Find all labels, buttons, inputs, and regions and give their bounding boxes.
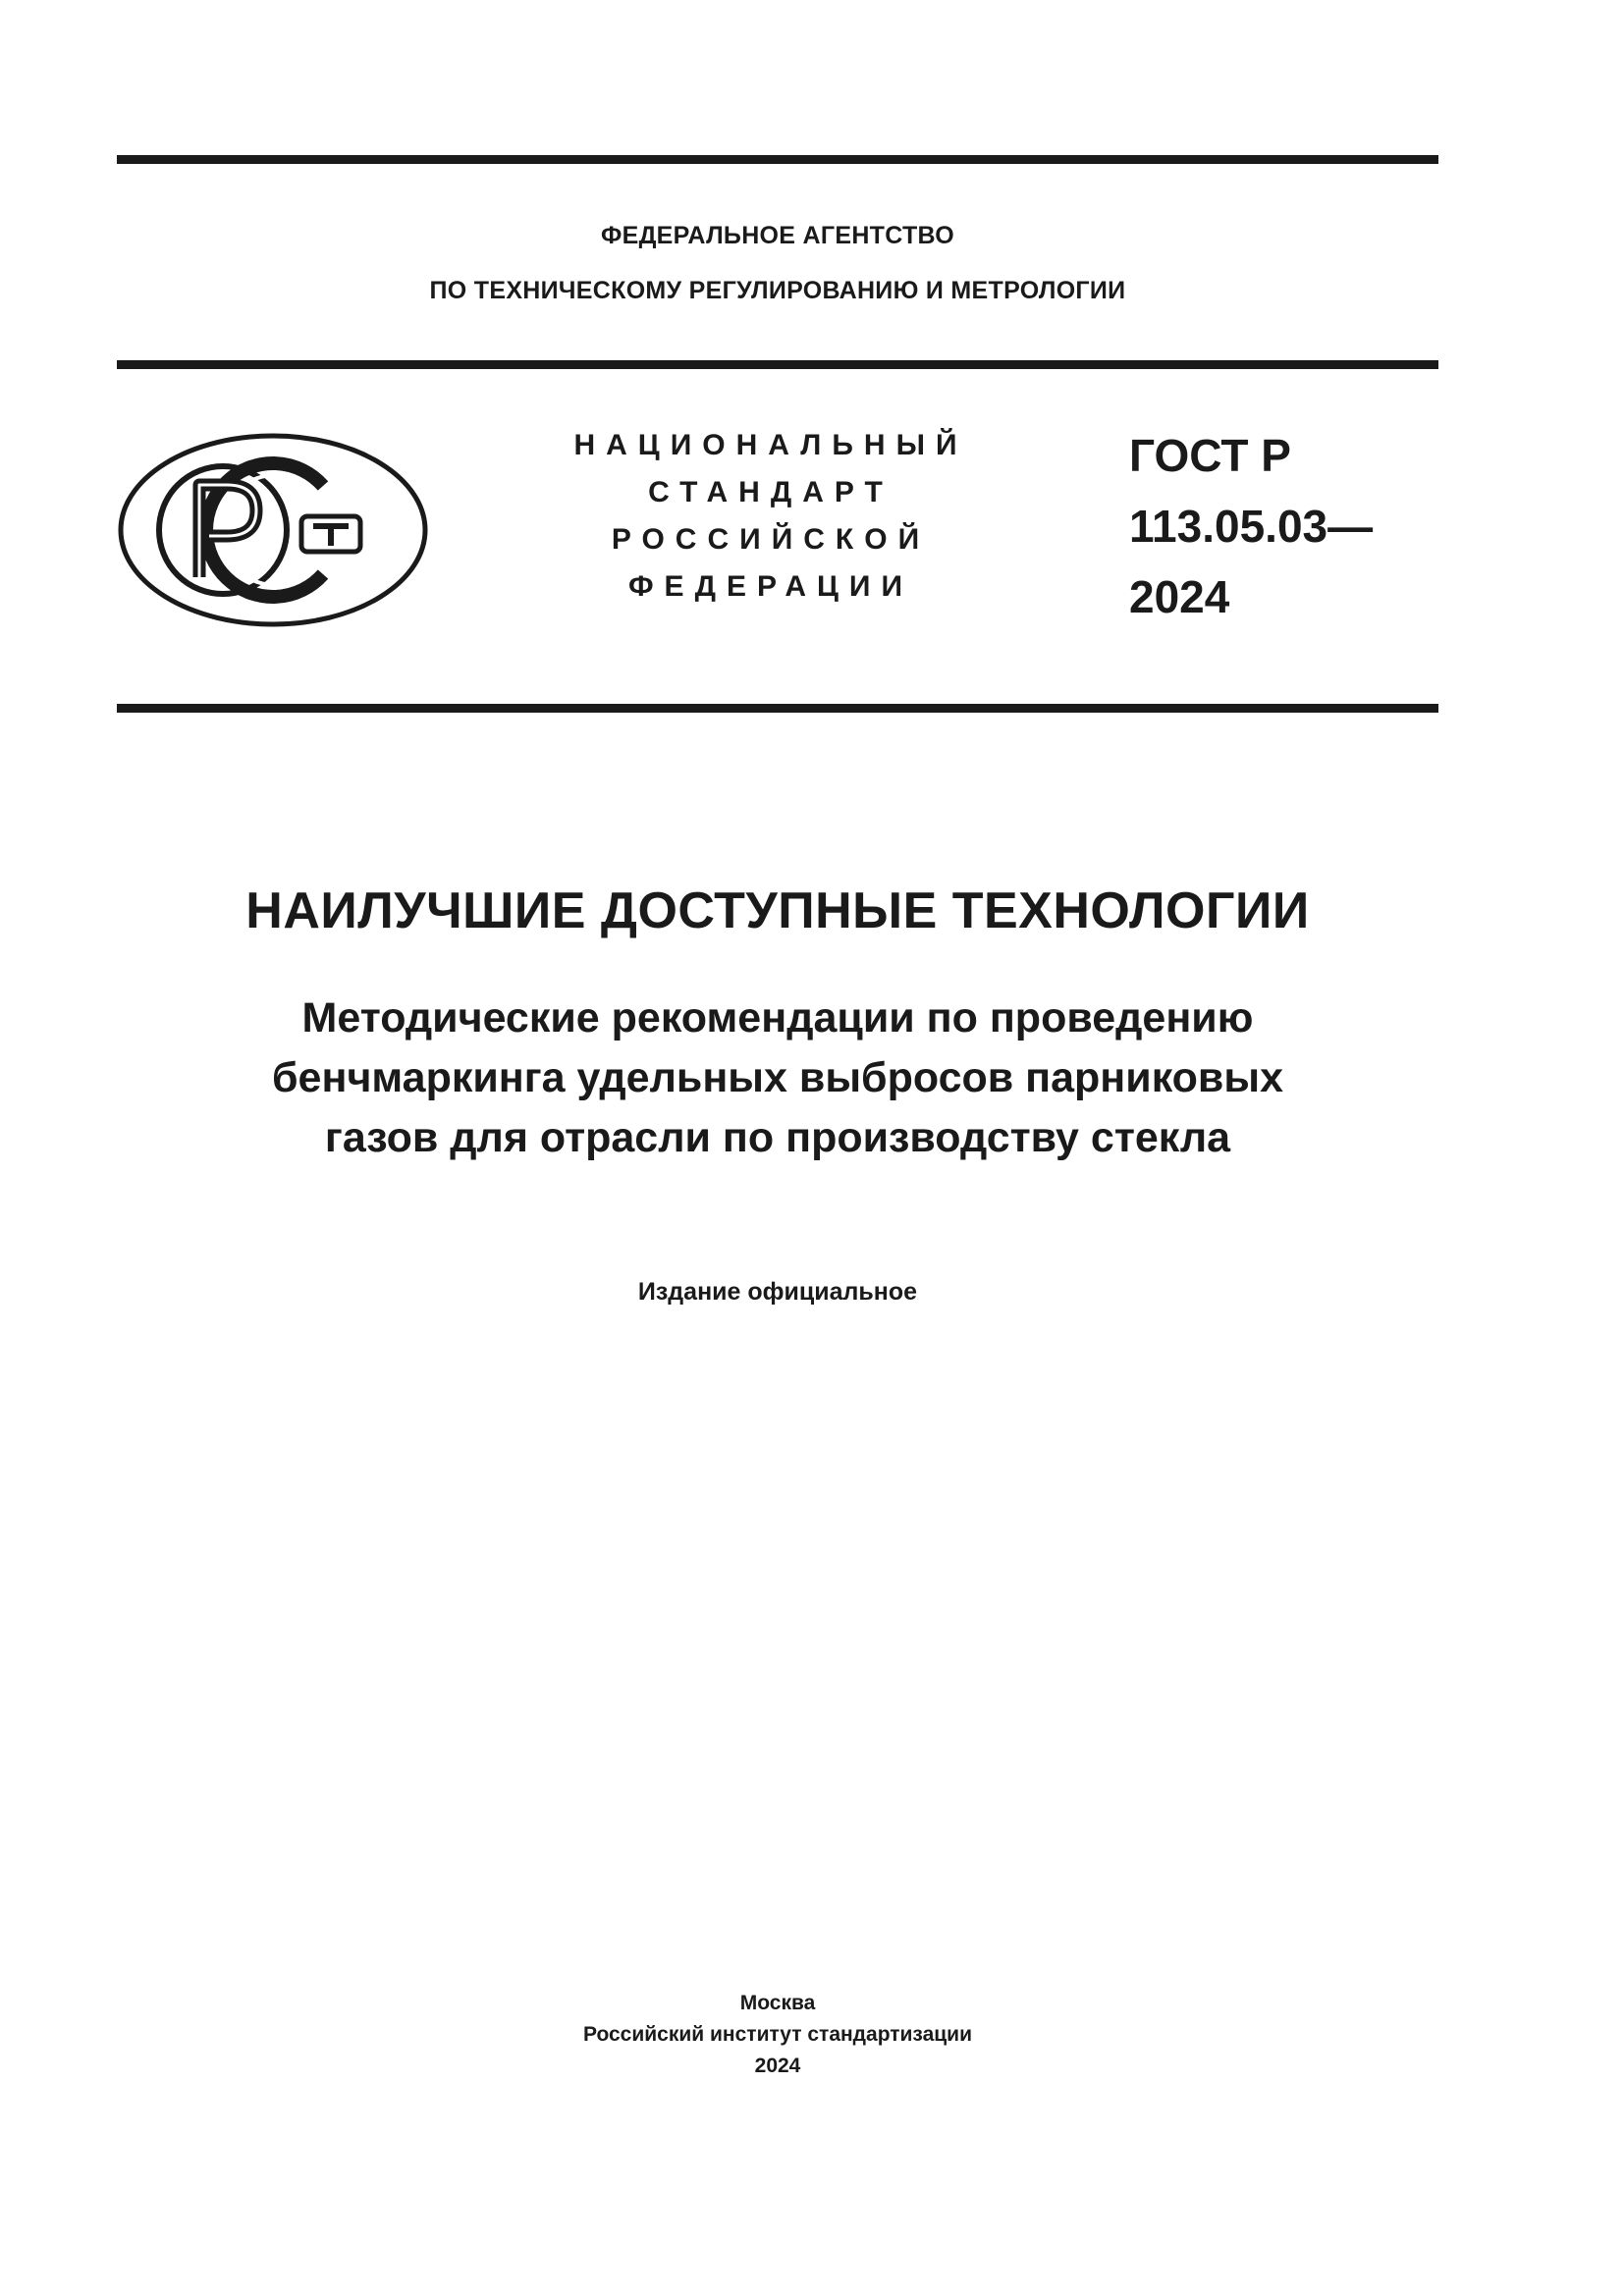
subtitle-line-2: бенчмаркинга удельных выбросов парниковых bbox=[272, 1054, 1283, 1101]
standard-type bbox=[550, 422, 992, 611]
designation-line-3: 2024 bbox=[1129, 571, 1230, 622]
standard-type-line-2: СТАНДАРТ bbox=[648, 476, 893, 508]
document-subtitle bbox=[117, 988, 1438, 1168]
rst-certification-mark-icon bbox=[117, 432, 429, 628]
agency-name-line-1: ФЕДЕРАЛЬНОЕ АГЕНТСТВО bbox=[600, 222, 955, 249]
standard-type-line-4: ФЕДЕРАЦИИ bbox=[627, 570, 914, 603]
subtitle-line-3: газов для отрасли по производству стекла bbox=[324, 1114, 1231, 1161]
middle-rule bbox=[117, 360, 1438, 369]
imprint-publisher: Российский институт стандартизации bbox=[582, 2023, 973, 2046]
imprint bbox=[117, 1988, 1438, 2082]
edition-label: Издание официальное bbox=[637, 1278, 918, 1306]
standard-designation bbox=[1129, 420, 1443, 632]
subtitle-line-1: Методические рекомендации по проведению bbox=[301, 994, 1254, 1041]
agency-name-line-2: ПО ТЕХНИЧЕСКОМУ РЕГУЛИРОВАНИЮ И МЕТРОЛОГИИ bbox=[429, 277, 1126, 304]
bottom-rule bbox=[117, 704, 1438, 713]
designation-line-2: 113.05.03— bbox=[1129, 501, 1374, 552]
imprint-city: Москва bbox=[739, 1992, 816, 2014]
designation-line-1: ГОСТ Р bbox=[1129, 430, 1291, 481]
standard-type-line-3: РОССИЙСКОЙ bbox=[611, 523, 931, 556]
document-title: НАИЛУЧШИЕ ДОСТУПНЫЕ ТЕХНОЛОГИИ bbox=[245, 882, 1310, 939]
standard-type-line-1: НАЦИОНАЛЬНЫЙ bbox=[573, 429, 968, 461]
top-rule bbox=[117, 155, 1438, 164]
imprint-year: 2024 bbox=[754, 2055, 801, 2077]
